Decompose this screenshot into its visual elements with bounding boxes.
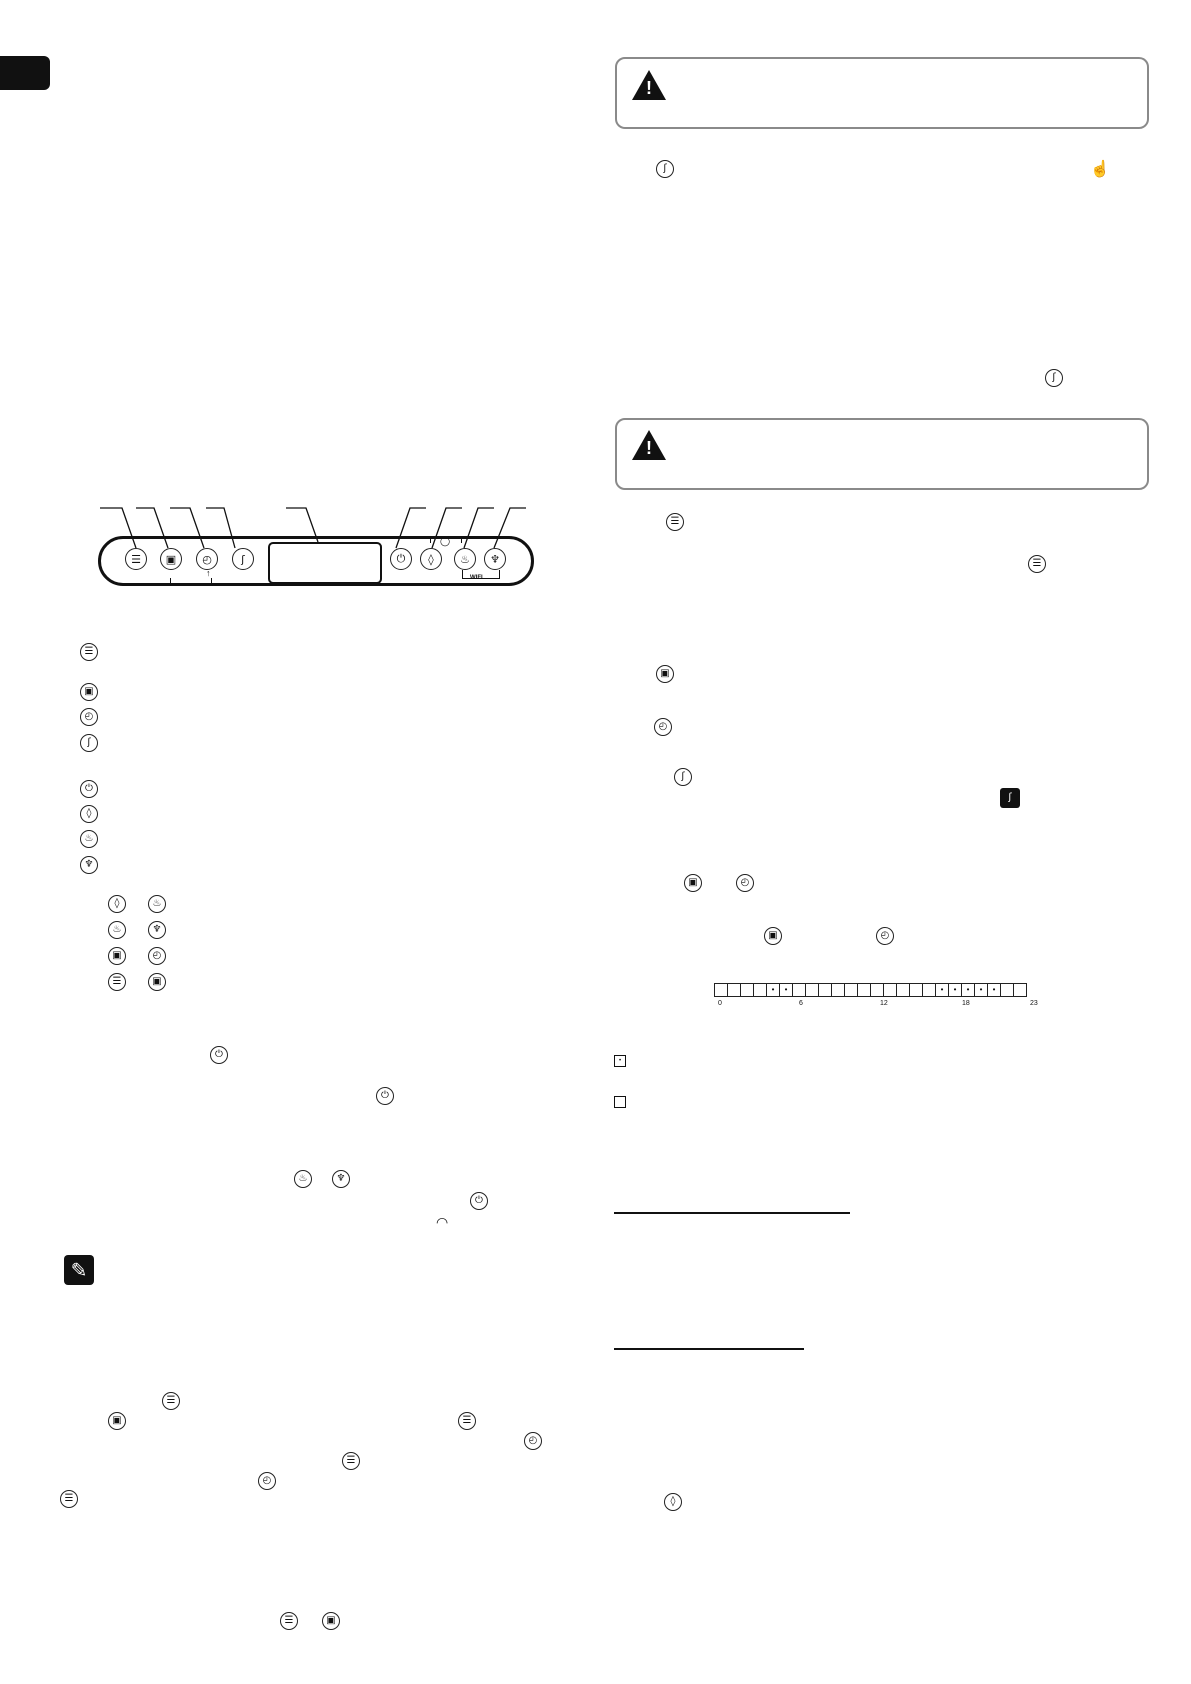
timer-icon: ◴ — [876, 927, 894, 945]
grid-tick: 23 — [1030, 1000, 1038, 1007]
warning-box — [615, 418, 1149, 490]
schedule-hour-cell — [858, 984, 871, 997]
panel-lock-button: ʃ — [232, 548, 254, 570]
schedule-hour-cell — [1001, 984, 1014, 997]
schedule-hour-cell: • — [767, 984, 780, 997]
mode-icon: ☰ — [458, 1412, 476, 1430]
schedule-hour-cell — [897, 984, 910, 997]
warning-box — [615, 57, 1149, 129]
program-icon: ▣ — [148, 973, 166, 991]
swing-icon: ♆ — [80, 856, 98, 874]
schedule-hour-cell: • — [962, 984, 975, 997]
leader-lines — [90, 500, 540, 560]
program-icon: ▣ — [80, 683, 98, 701]
schedule-hour-cell — [793, 984, 806, 997]
leader-line — [286, 508, 318, 542]
lock-small-icon: ◯ — [440, 536, 451, 546]
timer-icon: ◴ — [80, 708, 98, 726]
mode-icon: ☰ — [342, 1452, 360, 1470]
power-icon: ⏻ — [470, 1192, 488, 1210]
power-icon: ⏻ — [80, 780, 98, 798]
schedule-hour-cell — [832, 984, 845, 997]
schedule-hour-cell — [819, 984, 832, 997]
mode-icon: ☰ — [162, 1392, 180, 1410]
grid-tick: 12 — [880, 1000, 888, 1007]
schedule-grid — [714, 983, 1027, 997]
leader-line — [206, 508, 235, 548]
fan-icon: ♨ — [108, 921, 126, 939]
lock-active-icon: ʃ — [1000, 788, 1020, 808]
wifi-label: WIFI — [470, 575, 483, 581]
leader-line — [170, 508, 204, 548]
lock-icon: ʃ — [674, 768, 692, 786]
timer-icon: ◴ — [524, 1432, 542, 1450]
arrow-up-icon: ↑ — [206, 568, 211, 578]
fan-icon: ♨ — [80, 830, 98, 848]
hand-pointer-icon: ☝ — [1090, 161, 1110, 178]
lock-icon: ʃ — [1045, 369, 1063, 387]
wifi-icon: ◠ — [436, 1214, 449, 1230]
grid-tick: 18 — [962, 1000, 970, 1007]
leader-line — [464, 508, 494, 548]
schedule-hour-cell: • — [975, 984, 988, 997]
mode-icon: ☰ — [80, 643, 98, 661]
eco-icon: ◊ — [664, 1493, 682, 1511]
leader-line — [136, 508, 168, 548]
timer-icon: ◴ — [654, 718, 672, 736]
panel-swing-button: ♆ — [484, 548, 506, 570]
schedule-hour-cell — [910, 984, 923, 997]
panel-program-button: ▣ — [160, 548, 182, 570]
grid-tick: 6 — [799, 1000, 803, 1007]
power-icon: ⏻ — [376, 1087, 394, 1105]
power-icon: ⏻ — [210, 1046, 228, 1064]
schedule-hour-cell: • — [936, 984, 949, 997]
schedule-hour-cell — [871, 984, 884, 997]
timer-icon: ◴ — [736, 874, 754, 892]
language-tab — [0, 56, 50, 90]
note-pencil-icon: ✎ — [64, 1255, 94, 1285]
timer-icon: ◴ — [148, 947, 166, 965]
swing-icon: ♆ — [148, 921, 166, 939]
legend-off-box — [614, 1096, 626, 1108]
program-icon: ▣ — [656, 665, 674, 683]
swing-icon: ♆ — [332, 1170, 350, 1188]
panel-timer-button: ◴ — [196, 548, 218, 570]
schedule-hour-cell — [754, 984, 767, 997]
lock-icon: ʃ — [80, 734, 98, 752]
schedule-hour-cell — [1014, 984, 1027, 997]
mode-icon: ☰ — [666, 513, 684, 531]
panel-power-button: ⏻ — [390, 548, 412, 570]
warning-mark: ! — [646, 78, 652, 98]
panel-mode-button: ☰ — [125, 548, 147, 570]
fan-icon: ♨ — [294, 1170, 312, 1188]
program-icon: ▣ — [764, 927, 782, 945]
mode-icon: ☰ — [1028, 555, 1046, 573]
timer-icon: ◴ — [258, 1472, 276, 1490]
panel-fan-button: ♨ — [454, 548, 476, 570]
schedule-hour-cell — [715, 984, 728, 997]
schedule-hour-cell — [923, 984, 936, 997]
program-icon: ▣ — [108, 947, 126, 965]
leader-line — [100, 508, 136, 548]
section-rule — [614, 1348, 804, 1350]
schedule-hour-cell — [806, 984, 819, 997]
combo-bracket — [170, 578, 212, 585]
program-icon: ▣ — [322, 1612, 340, 1630]
warning-mark: ! — [646, 438, 652, 458]
schedule-hour-cell — [741, 984, 754, 997]
leader-line — [494, 508, 526, 548]
schedule-hour-cell: • — [780, 984, 793, 997]
lock-icon: ʃ — [656, 160, 674, 178]
legend-on-box: • — [614, 1055, 626, 1067]
schedule-hour-cell — [884, 984, 897, 997]
panel-eco-button: ◊ — [420, 548, 442, 570]
program-icon: ▣ — [684, 874, 702, 892]
program-icon: ▣ — [108, 1412, 126, 1430]
eco-icon: ◊ — [80, 805, 98, 823]
mode-icon: ☰ — [280, 1612, 298, 1630]
section-rule — [614, 1212, 850, 1214]
schedule-hour-cell — [728, 984, 741, 997]
fan-icon: ♨ — [148, 895, 166, 913]
eco-icon: ◊ — [108, 895, 126, 913]
leader-line — [432, 508, 462, 548]
mode-icon: ☰ — [108, 973, 126, 991]
schedule-hour-cell — [845, 984, 858, 997]
grid-tick: 0 — [718, 1000, 722, 1007]
leader-line — [396, 508, 426, 548]
schedule-hour-cell: • — [949, 984, 962, 997]
schedule-hour-cell: • — [988, 984, 1001, 997]
mode-icon: ☰ — [60, 1490, 78, 1508]
